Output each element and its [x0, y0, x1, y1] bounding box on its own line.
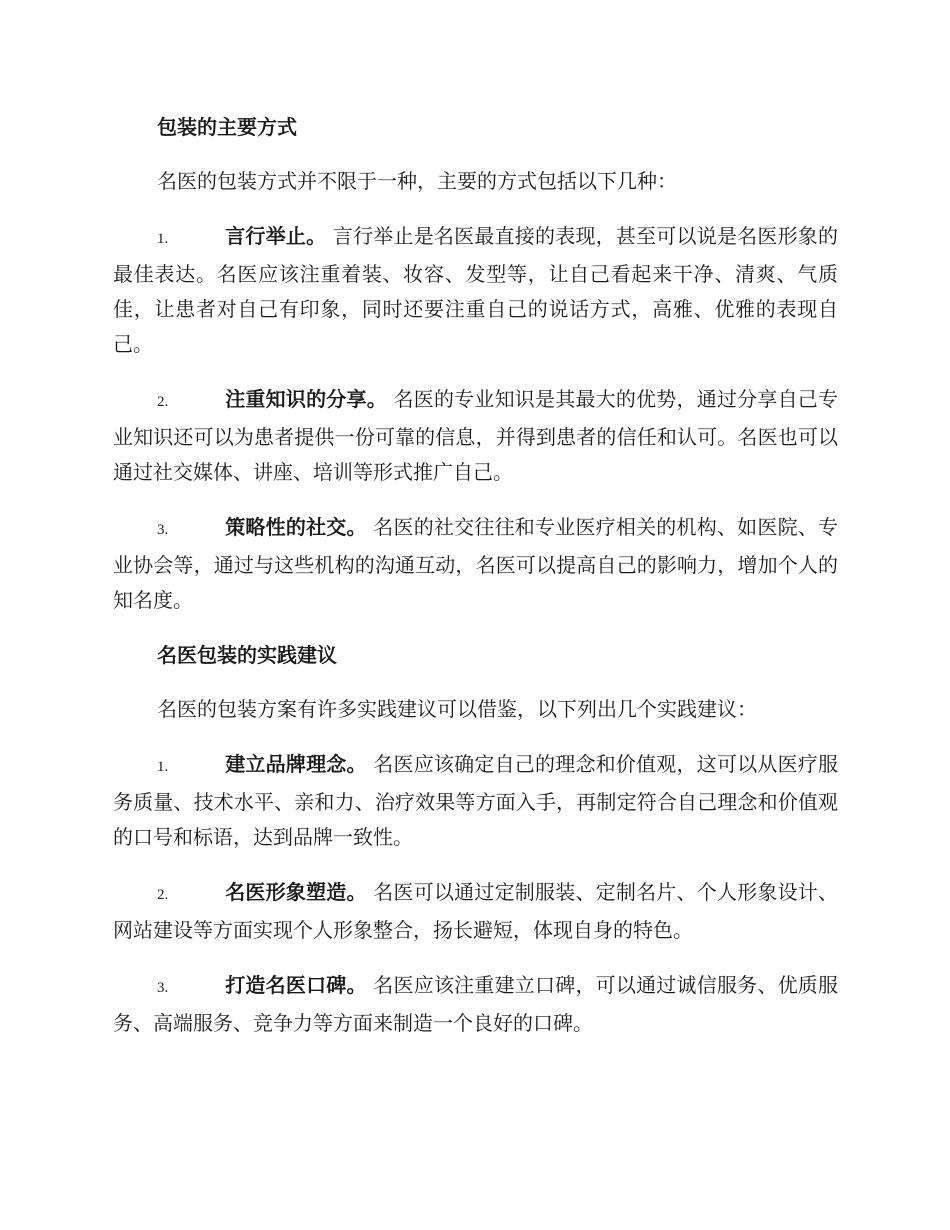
- section-intro-main-methods: 名医的包装方式并不限于一种，主要的方式包括以下几种：: [157, 169, 677, 193]
- list-item-text: 名医应该确定自己的理念和价值观，这可以从医疗服务质量、技术水平、亲和力、治疗效果等方面入手，再制定符合自己理念和价值观的口号和标语，达到品牌一致性。: [113, 752, 839, 849]
- list-item-title: 言行举止。: [225, 224, 327, 248]
- section-intro-practice-advice: 名医的包装方案有许多实践建议可以借鉴，以下列出几个实践建议：: [157, 697, 757, 721]
- list-item: [113, 219, 838, 362]
- list-number: 3.: [157, 980, 169, 996]
- list-item-text: 名医应该注重建立口碑，可以通过诚信服务、优质服务、高端服务、竞争力等方面来制造一个良好的口碑。: [113, 973, 839, 1035]
- list-item: [113, 747, 838, 855]
- list-number: 1.: [157, 231, 169, 247]
- list-number: 1.: [157, 759, 169, 775]
- section-heading-main-methods: 包装的主要方式: [157, 115, 297, 139]
- list-item-text: 名医可以通过定制服装、定制名片、个人形象设计、网站建设等方面实现个人形象整合，扬长避短，体现自身的特色。: [113, 880, 839, 942]
- list-item-title: 建立品牌理念。: [225, 752, 367, 776]
- list-item-title: 策略性的社交。: [225, 515, 367, 539]
- list-item-text: 名医的社交往往和专业医疗相关的机构、如医院、专业协会等，通过与这些机构的沟通互动，名医可以提高自己的影响力，增加个人的知名度。: [113, 515, 839, 612]
- list-number: 2.: [157, 394, 169, 410]
- list-number: 2.: [157, 887, 169, 903]
- document-body: [113, 110, 838, 1061]
- list-item: [113, 382, 838, 490]
- section-heading-practice-advice: 名医包装的实践建议: [157, 643, 337, 667]
- list-item-text: 名医的专业知识是其最大的优势，通过分享自己专业知识还可以为患者提供一份可靠的信息，并得到患者的信任和认可。名医也可以通过社交媒体、讲座、培训等形式推广自己。: [113, 387, 839, 484]
- list-item-title: 打造名医口碑。: [225, 973, 367, 997]
- list-item-title: 名医形象塑造。: [225, 880, 367, 904]
- list-number: 3.: [157, 522, 169, 538]
- list-item: [113, 875, 838, 948]
- list-item: [113, 968, 838, 1041]
- list-item: [113, 510, 838, 618]
- list-item-text: 言行举止是名医最直接的表现，甚至可以说是名医形象的最佳表达。名医应该注重着装、妆容、发型等，让自己看起来干净、清爽、气质佳，让患者对自己有印象，同时还要注重自己的说话方式，高雅、优雅的表现自己。: [113, 224, 839, 356]
- list-item-title: 注重知识的分享。: [225, 387, 387, 411]
